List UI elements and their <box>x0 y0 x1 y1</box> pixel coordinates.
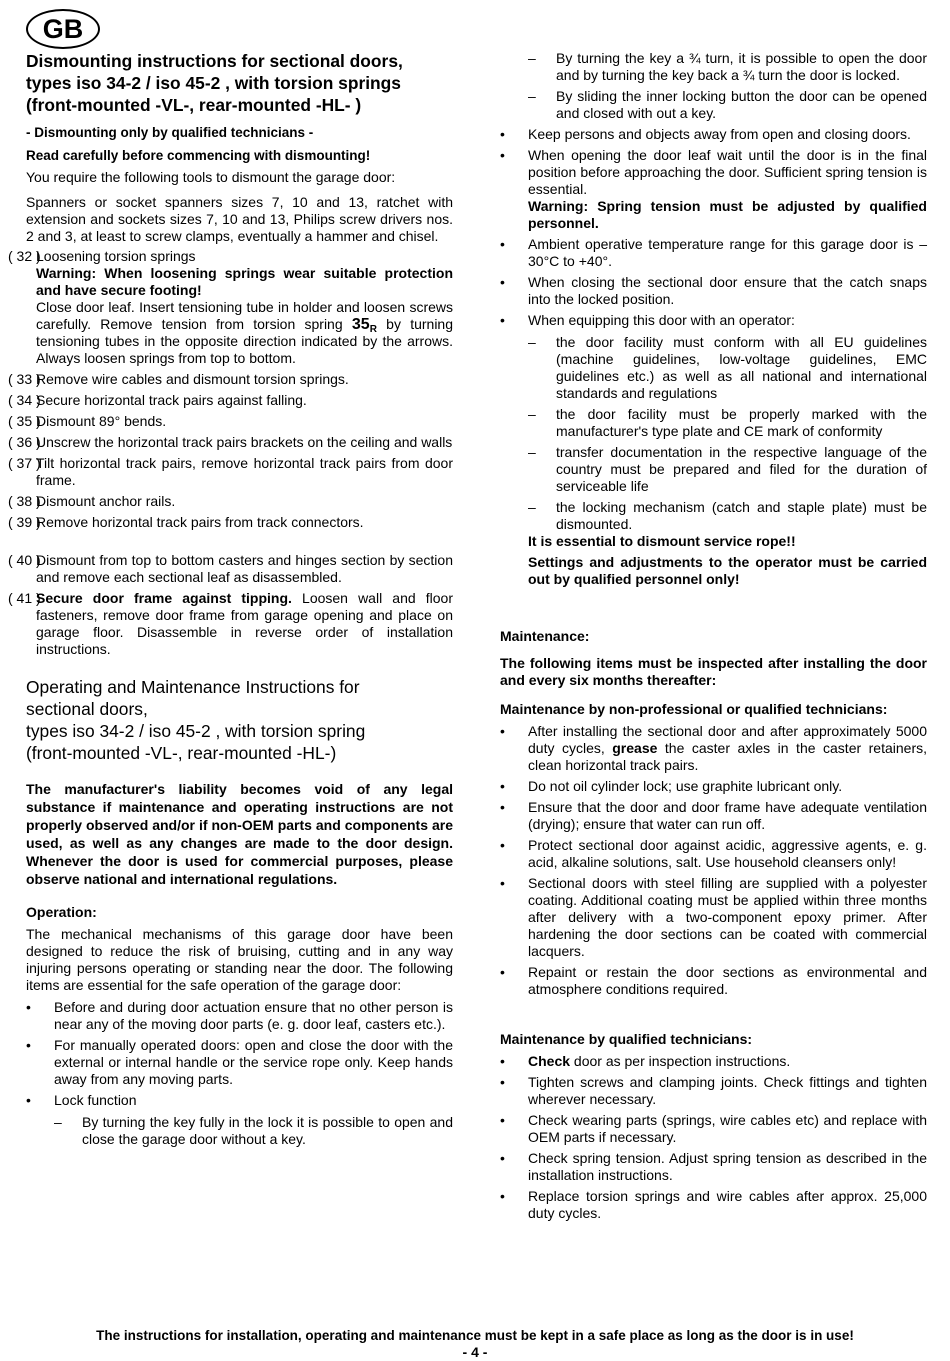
dash-item <box>500 50 927 84</box>
bullet-icon: • <box>500 799 505 815</box>
dash-icon: – <box>528 334 536 350</box>
operating-title-4: (front-mounted -VL-, rear-mounted -HL-) <box>26 743 337 763</box>
bullet-item <box>500 875 927 960</box>
service-rope-note: It is essential to dismount service rope!! <box>528 533 796 549</box>
bullet-text: When closing the sectional door ensure that the catch snaps into the locked position. <box>528 274 927 307</box>
bullet-icon: • <box>500 837 505 853</box>
step-row <box>8 455 453 489</box>
bullet-text: When opening the door leaf wait until the door is in the final position before approaching the door. Sufficient spring tension is essential. <box>528 147 927 197</box>
bullet-text: Protect sectional door against acidic, aggressive agents, e. g. acid, alkaline solutions, salt. Use household cleansers only! <box>528 837 927 870</box>
bullet-text: Repaint or restain the door sections as environmental and atmosphere conditions required. <box>528 964 927 997</box>
step-row <box>8 434 453 451</box>
bullet-item <box>500 147 927 232</box>
bullet-text: Check wearing parts (springs, wire cables etc) and replace with OEM parts if necessary. <box>528 1112 927 1145</box>
step-text: Dismount 89° bends. <box>36 413 167 429</box>
dash-text: By turning the key fully in the lock it is possible to open and close the garage door without a key. <box>82 1114 453 1147</box>
operator-settings-note: Settings and adjustments to the operator must be carried out by qualified personnel only! <box>528 554 927 587</box>
page-number: - 4 - <box>462 1344 488 1360</box>
bullet-icon: • <box>500 1150 505 1166</box>
operating-title-3: types iso 34-2 / iso 45-2 , with torsion spring <box>26 721 366 741</box>
bullet-icon: • <box>500 274 505 290</box>
country-badge-gb: GB <box>26 9 100 49</box>
step-row <box>8 392 453 409</box>
bullet-text: Sectional doors with steel filling are supplied with a polyester coating. Additional coating must be applied within three months after delivery with a two-component epoxy primer. After hardening the door sections can be coated with commercial lacquers. <box>528 875 927 959</box>
step-number: ( 40 ) <box>8 552 41 568</box>
bullet-text: Check spring tension. Adjust spring tension as described in the installation instructions. <box>528 1150 927 1183</box>
bullet-text: Replace torsion springs and wire cables after approx. 25,000 duty cycles. <box>528 1188 927 1221</box>
inspection-notice: The following items must be inspected after installing the door and every six months thereafter: <box>500 655 927 688</box>
dash-item <box>500 444 927 495</box>
dash-text: By sliding the inner locking button the door can be opened and closed with out a key. <box>556 88 927 121</box>
dash-text: the door facility must conform with all EU guidelines (machine guidelines, low-voltage guidelines, EMC guidelines etc.) as well as all national and international standards and regulations <box>556 334 927 401</box>
bullet-icon: • <box>500 1112 505 1128</box>
bullet-icon: • <box>500 147 505 163</box>
bullet-item <box>500 837 927 871</box>
step-41 <box>8 590 453 658</box>
operating-title-1: Operating and Maintenance Instructions for <box>26 677 360 697</box>
maintenance-heading: Maintenance: <box>500 628 590 644</box>
bullet-text: After installing the sectional door and after approximately 5000 duty cycles, grease the caster axles in the caster retainers, clean horizontal track pairs. <box>528 723 927 773</box>
step-number: ( 39 ) <box>8 514 41 530</box>
step-32 <box>8 248 454 367</box>
bullet-item <box>500 1074 927 1108</box>
tools-intro: You require the following tools to dismount the garage door: <box>26 169 396 185</box>
dash-item <box>500 406 927 440</box>
bullet-icon: • <box>26 1092 31 1108</box>
dash-item <box>500 334 927 402</box>
step-number: ( 32 ) <box>8 248 41 264</box>
step-list <box>8 371 453 586</box>
bullet-icon: • <box>500 126 505 142</box>
dismount-title: Dismounting instructions for sectional doors, types iso 34-2 / iso 45-2 , with torsion springs (front-mounted -VL-, rear-mounted -HL- ) <box>26 51 403 115</box>
bullet-item <box>500 236 927 270</box>
step-number: ( 38 ) <box>8 493 41 509</box>
step-number: ( 33 ) <box>8 371 41 387</box>
bullet-icon: • <box>500 1074 505 1090</box>
bullet-item <box>26 999 453 1033</box>
bullet-text: Before and during door actuation ensure that no other person is near any of the moving door parts (e. g. door leaf, casters etc.). <box>54 999 453 1032</box>
step-text: Tilt horizontal track pairs, remove horizontal track pairs from door frame. <box>36 455 453 488</box>
step-number: ( 35 ) <box>8 413 41 429</box>
bullet-item <box>26 1092 453 1109</box>
step-row <box>8 514 453 531</box>
bullet-text: Do not oil cylinder lock; use graphite lubricant only. <box>528 778 843 794</box>
bullet-item <box>500 312 927 329</box>
bullet-icon: • <box>500 875 505 891</box>
footer-note: The instructions for installation, operating and maintenance must be kept in a safe place as long as the door is in use! <box>96 1328 854 1343</box>
bullet-item <box>500 126 927 143</box>
step-32-text: Close door leaf. Insert tensioning tube in holder and loosen screws carefully. Remove tension from torsion spring $35_R$ by turning tensioning tubes in the opposite direction indicated by the arrows. Always loosen springs from top to bottom. <box>36 299 454 366</box>
bullet-text: Ensure that the door and door frame have adequate ventilation (drying); ensure that water can run off. <box>528 799 927 832</box>
step-text: Remove horizontal track pairs from track connectors. <box>36 514 364 530</box>
dash-icon: – <box>54 1114 62 1130</box>
bullet-text: When equipping this door with an operator: <box>528 312 795 328</box>
step-number: ( 37 ) <box>8 455 41 471</box>
step-41-text: Secure door frame against tipping. Loosen wall and floor fasteners, remove door frame from garage opening and place on garage floor. Disassemble in reverse order of installation instructions. <box>36 590 453 657</box>
read-notice: Read carefully before commencing with dismounting! <box>26 148 371 163</box>
bullet-text: Ambient operative temperature range for this garage door is –30°C to +40°. <box>528 236 927 269</box>
dash-icon: – <box>528 88 536 104</box>
step-text: Unscrew the horizontal track pairs brackets on the ceiling and walls <box>36 434 453 450</box>
bullet-text: Check door as per inspection instructions. <box>528 1053 791 1069</box>
bullet-item <box>500 964 927 998</box>
step-32-warning: Warning: When loosening springs wear suitable protection and have secure footing! <box>36 265 453 298</box>
bullet-icon: • <box>26 999 31 1015</box>
bullet-item <box>500 1053 927 1070</box>
bullet-item <box>500 1188 927 1222</box>
step-text: Dismount anchor rails. <box>36 493 176 509</box>
bullet-item <box>500 799 927 833</box>
operating-title-2: sectional doors, <box>26 699 148 719</box>
step-number: ( 36 ) <box>8 434 41 450</box>
bullet-icon: • <box>500 236 505 252</box>
step-text: Secure horizontal track pairs against falling. <box>36 392 307 408</box>
right-column <box>500 50 927 1222</box>
left-column <box>8 50 454 1148</box>
dash-icon: – <box>528 444 536 460</box>
step-number: ( 41 ) <box>8 590 41 606</box>
tools-list: Spanners or socket spanners sizes 7, 10 and 13, ratchet with extension and sockets sizes 7, 10 and 13, Philips screw drivers nos. 2 and 3, at least to screw clamps, eventually a hammer and chisel. <box>26 194 453 244</box>
dash-icon: – <box>528 406 536 422</box>
bullet-icon: • <box>500 723 505 739</box>
step-text: Dismount from top to bottom casters and hinges section by section and remove each sectional leaf as disassembled. <box>36 552 453 585</box>
bullet-icon: • <box>500 1053 505 1069</box>
bullet-item <box>500 274 927 308</box>
bullet-text: Lock function <box>54 1092 137 1108</box>
dash-icon: – <box>528 499 536 515</box>
dash-text: transfer documentation in the respective language of the country must be prepared and filed for the duration of serviceable life <box>556 444 927 494</box>
step-row <box>8 413 453 430</box>
liability-notice: The manufacturer's liability becomes void of any legal substance if maintenance and operating instructions are not properly observed and/or if non-OEM parts and components are used, as well as any changes are made to the door design. Whenever the door is used for commercial purposes, please observe national and international regulations. <box>26 781 453 887</box>
bullet-item <box>500 778 927 795</box>
qualified-heading: Maintenance by qualified technicians: <box>500 1031 753 1047</box>
operation-text: The mechanical mechanisms of this garage door have been designed to reduce the risk of bruising, cutting and in any way injuring persons operating or standing near the door. The following items are essential for the safe operation of the garage door: <box>26 926 453 993</box>
bullet-icon: • <box>500 778 505 794</box>
bullet-icon: • <box>26 1037 31 1053</box>
spring-warning: Warning: Spring tension must be adjusted by qualified personnel. <box>528 198 927 231</box>
step-text: Remove wire cables and dismount torsion springs. <box>36 371 349 387</box>
bullet-text: For manually operated doors: open and close the door with the external or internal handle or the service rope only. Keep hands away from any moving parts. <box>54 1037 453 1087</box>
dash-item <box>26 1114 453 1148</box>
bullet-item <box>26 1037 453 1088</box>
bullet-item <box>500 1150 927 1184</box>
step-number: ( 34 ) <box>8 392 41 408</box>
step-row <box>8 371 453 388</box>
bullet-icon: • <box>500 1188 505 1204</box>
dash-text: the locking mechanism (catch and staple plate) must be dismounted. <box>556 499 927 532</box>
bullet-item <box>500 723 927 774</box>
bullet-text: Keep persons and objects away from open and closing doors. <box>528 126 911 142</box>
step-row <box>8 493 453 510</box>
dash-item <box>500 499 927 533</box>
dash-text: the door facility must be properly marked with the manufacturer's type plate and CE mark of conformity <box>556 406 927 439</box>
operation-heading: Operation: <box>26 904 97 920</box>
spring-label: $35_R$ <box>351 316 377 335</box>
step-row <box>8 552 453 586</box>
nonprofessional-heading: Maintenance by non-professional or qualified technicians: <box>500 701 888 717</box>
bullet-item <box>500 1112 927 1146</box>
bullet-icon: • <box>500 312 505 328</box>
dash-text: By turning the key a ¾ turn, it is possible to open the door and by turning the key back a ¾ turn the door is locked. <box>556 50 927 83</box>
bullet-icon: • <box>500 964 505 980</box>
bullet-text: Tighten screws and clamping joints. Check fittings and tighten wherever necessary. <box>528 1074 927 1107</box>
qualified-notice: - Dismounting only by qualified technicians - <box>26 125 314 140</box>
step-32-title: Loosening torsion springs <box>36 248 196 264</box>
dash-icon: – <box>528 50 536 66</box>
dash-item <box>500 88 927 122</box>
